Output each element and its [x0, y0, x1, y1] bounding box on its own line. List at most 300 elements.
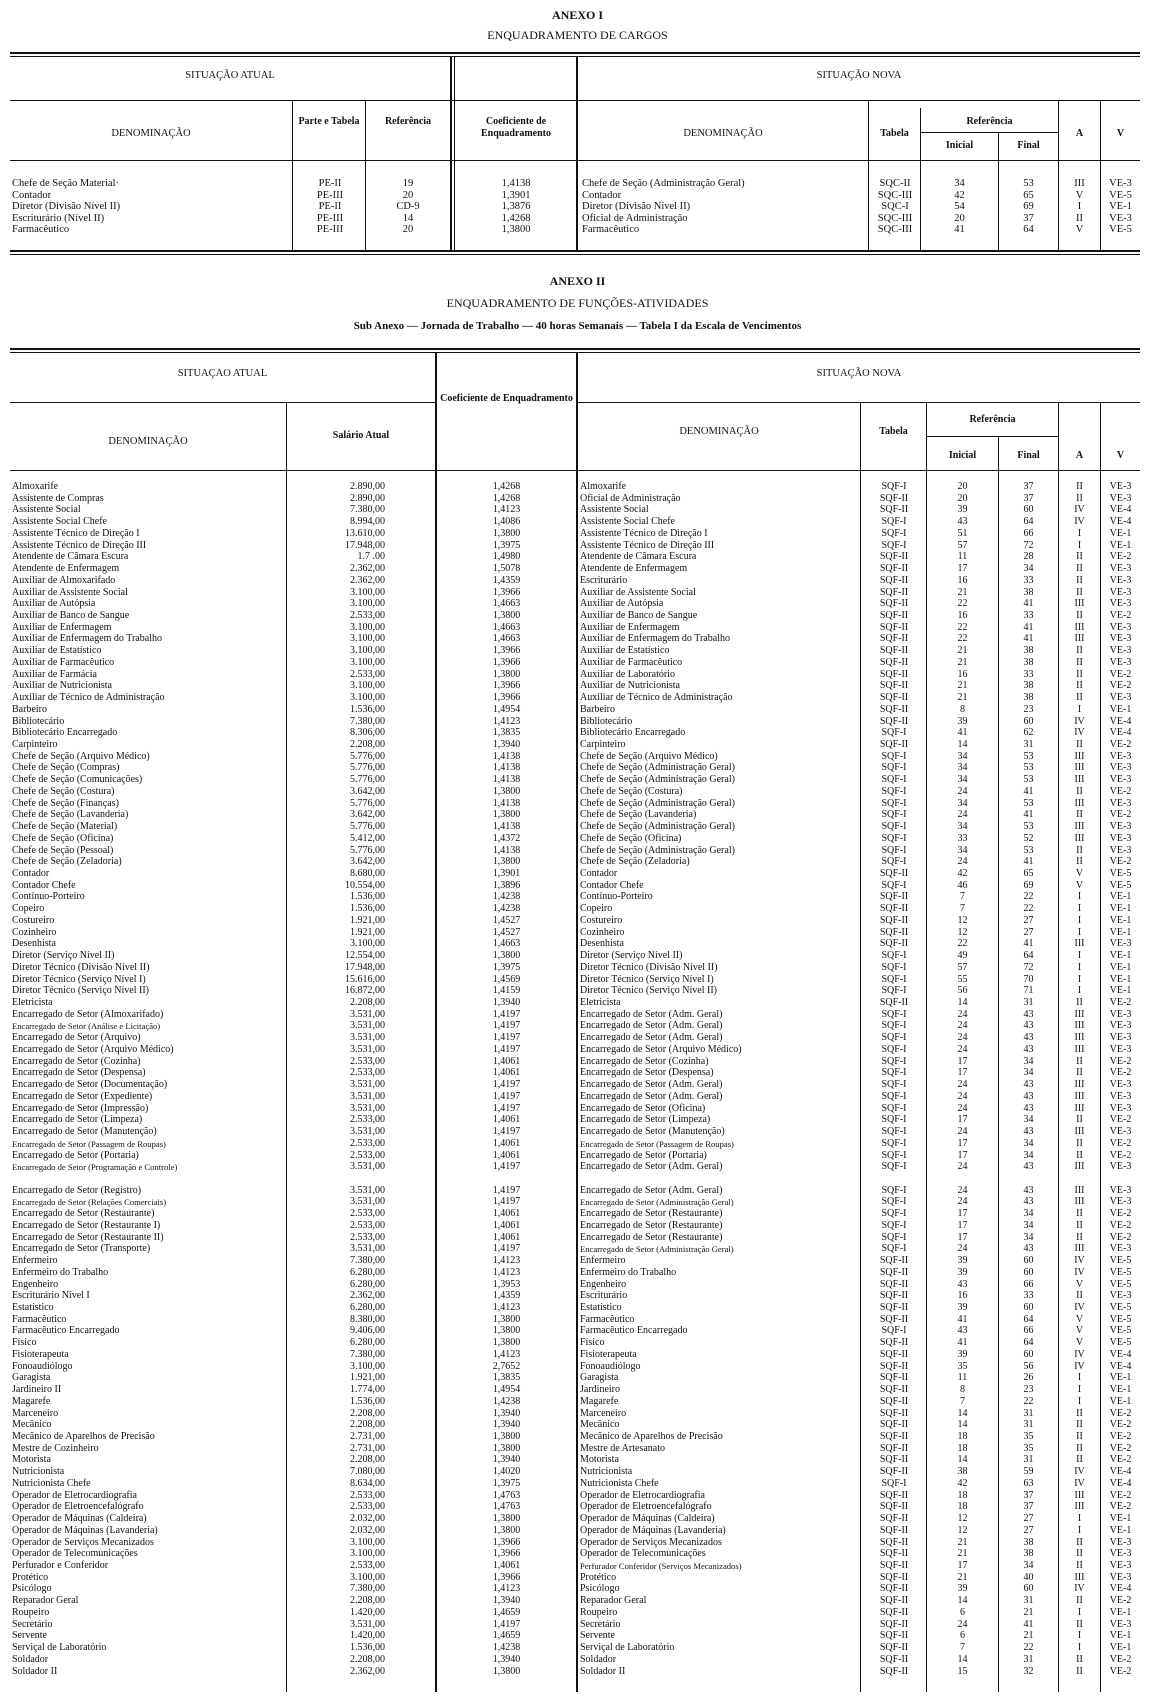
- cell-denominacao-nova: Cozinheiro: [580, 926, 625, 938]
- cell-denominacao-nova: Encarregado de Setor (Oficina): [580, 1102, 706, 1114]
- cell-a: II: [1076, 1442, 1083, 1454]
- cell-a: III: [1074, 1008, 1085, 1020]
- cell-coeficiente: 1,3966: [492, 680, 521, 692]
- cell-denominacao: Encarregado de Setor (Restaurante): [12, 1208, 155, 1220]
- cell-ref-inicial: 21: [957, 645, 968, 657]
- cell-ref-inicial: 33: [957, 832, 968, 844]
- cell-ref-inicial: 7: [960, 1642, 965, 1654]
- cell-ref-final: 34: [1023, 1149, 1034, 1161]
- cell-coeficiente: 1,4123: [492, 715, 521, 727]
- cell-ref-final: 66: [1023, 1278, 1034, 1290]
- annex1-title: ANEXO I: [551, 8, 603, 22]
- cell-salario: 3.100,00: [350, 656, 385, 668]
- cell-denominacao-nova: Auxiliar de Nutricionista: [580, 680, 680, 692]
- annex2-head-denominacao: DENOMINAÇÃO: [108, 436, 188, 447]
- cell-tabela: SQF-I: [881, 856, 907, 868]
- cell-tabela: SQF-II: [879, 551, 909, 563]
- cell-denominacao-nova: Diretor Técnico (Serviço Nível I): [580, 973, 714, 985]
- cell-ref-inicial: 8: [960, 703, 965, 715]
- cell-v: VE-3: [1109, 1161, 1132, 1173]
- cell-coeficiente: 1,4159: [492, 985, 521, 997]
- cell-salario: 2.032,00: [350, 1513, 385, 1525]
- cell-tabela: SQF-II: [879, 574, 909, 586]
- cell-ref-inicial: 18: [957, 1430, 968, 1442]
- cell-salario: 3.531,00: [350, 1618, 385, 1630]
- cell-coeficiente: 1,4663: [492, 621, 521, 633]
- cell-denominacao: Barbeiro: [12, 703, 47, 715]
- cell-v: VE-3: [1109, 563, 1132, 575]
- cell-tabela: SQC-I: [881, 201, 909, 212]
- cell-ref-final: 38: [1023, 656, 1034, 668]
- cell-tabela: SQF-II: [879, 504, 909, 516]
- cell-salario: 7.080,00: [350, 1466, 385, 1478]
- cell-coeficiente: 1,3940: [492, 1454, 521, 1466]
- cell-v: VE-2: [1109, 1231, 1132, 1243]
- cell-denominacao: Servente: [12, 1630, 47, 1642]
- cell-ref-final: 34: [1023, 1055, 1034, 1067]
- annex2-head-salario: Salário Atual: [332, 430, 390, 441]
- cell-ref-inicial: 6: [960, 1630, 965, 1642]
- cell-a: IV: [1074, 504, 1085, 516]
- cell-ref-inicial: 39: [957, 1348, 968, 1360]
- cell-denominacao: Auxiliar de Enfermagem do Trabalho: [12, 633, 162, 645]
- cell-v: VE-2: [1109, 1407, 1132, 1419]
- cell-ref-final: 31: [1023, 739, 1034, 751]
- cell-tabela: SQF-I: [881, 844, 907, 856]
- cell-a: I: [1077, 950, 1082, 962]
- cell-tabela: SQF-II: [879, 1630, 909, 1642]
- cell-ref-inicial: 17: [957, 1208, 968, 1220]
- cell-a: I: [1077, 973, 1082, 985]
- cell-v: VE-2: [1109, 668, 1132, 680]
- cell-denominacao: Encarregado de Setor (Arquivo Médico): [12, 1043, 174, 1055]
- cell-tabela: SQF-I: [881, 1043, 907, 1055]
- cell-a: V: [1075, 1325, 1084, 1337]
- cell-denominacao: Desenhista: [12, 938, 56, 950]
- cell-denominacao-nova: Chefe de Seção (Administração Geral): [580, 762, 735, 774]
- cell-referencia: CD-9: [396, 201, 420, 212]
- cell-denominacao: Encarregado de Setor (Expediente): [12, 1090, 153, 1102]
- cell-denominacao: Encarregado de Setor (Almoxarifado): [12, 1008, 164, 1020]
- cell-ref-inicial: 39: [957, 1301, 968, 1313]
- cell-tabela: SQF-II: [879, 680, 909, 692]
- cell-denominacao: Auxiliar de Técnico de Administração: [12, 692, 165, 704]
- cell-tabela: SQF-I: [881, 950, 907, 962]
- cell-salario: 8.380,00: [350, 1313, 385, 1325]
- cell-denominacao: Diretor (Serviço Nível II): [12, 950, 115, 962]
- cell-ref-final: 38: [1023, 1536, 1034, 1548]
- cell-ref-final: 62: [1023, 727, 1034, 739]
- cell-tabela: SQF-II: [879, 1255, 909, 1267]
- cell-ref-final: 41: [1023, 598, 1034, 610]
- cell-ref-inicial: 12: [957, 926, 968, 938]
- cell-ref-inicial: 14: [957, 1653, 968, 1665]
- cell-coeficiente: 1,3975: [492, 1477, 521, 1489]
- cell-coeficiente: 1,3800: [492, 785, 521, 797]
- cell-denominacao-nova: Reparador Geral: [580, 1595, 647, 1607]
- cell-denominacao: Nutricionista: [12, 1466, 65, 1478]
- cell-ref-inicial: 24: [957, 1008, 968, 1020]
- cell-coeficiente: 1,4659: [492, 1630, 521, 1642]
- cell-parte-tabela: PE-II: [318, 201, 342, 212]
- cell-ref-inicial: 17: [957, 1149, 968, 1161]
- cell-ref-inicial: 24: [957, 1161, 968, 1173]
- cell-ref-final: 33: [1023, 1290, 1034, 1302]
- cell-a: III: [1074, 1184, 1085, 1196]
- cell-ref-final: 22: [1023, 1642, 1034, 1654]
- cell-v: VE-2: [1109, 1114, 1132, 1126]
- cell-denominacao: Farmacêutico: [12, 1313, 67, 1325]
- cell-ref-final: 31: [1023, 1595, 1034, 1607]
- cell-salario: 5.776,00: [350, 762, 385, 774]
- cell-coeficiente: 1,3800: [492, 856, 521, 868]
- cell-denominacao: Farmacêutico: [12, 224, 70, 235]
- cell-denominacao-nova: Almoxarife: [580, 481, 627, 492]
- cell-coeficiente: 1,3966: [492, 656, 521, 668]
- cell-denominacao-nova: Encarregado de Setor (Adm. Geral): [580, 1008, 723, 1020]
- cell-ref-final: 31: [1023, 1407, 1034, 1419]
- cell-denominacao: Mestre de Cozinheiro: [12, 1442, 99, 1454]
- cell-salario: 17.948,00: [345, 961, 385, 973]
- cell-coeficiente: 1,3800: [492, 1430, 521, 1442]
- cell-tabela: SQF-II: [879, 926, 909, 938]
- cell-denominacao: Copeiro: [12, 903, 45, 915]
- cell-tabela: SQF-I: [881, 1090, 907, 1102]
- cell-coeficiente: 1,4138: [492, 797, 521, 809]
- cell-a: III: [1074, 1079, 1085, 1091]
- cell-coeficiente: 1,3800: [492, 950, 521, 962]
- cell-salario: 6.280,00: [350, 1278, 385, 1290]
- cell-salario: 8.634,00: [350, 1477, 385, 1489]
- cell-denominacao: Escriturário (Nível II): [12, 212, 105, 224]
- cell-ref-inicial: 14: [957, 739, 968, 751]
- annex1-head-nova: SITUAÇÃO NOVA: [816, 70, 902, 81]
- cell-ref-inicial: 54: [954, 201, 965, 212]
- cell-ref-final: 31: [1023, 1419, 1034, 1431]
- cell-a: III: [1074, 1032, 1085, 1044]
- cell-ref-final: 38: [1023, 680, 1034, 692]
- cell-denominacao-nova: Desenhista: [580, 938, 624, 950]
- cell-salario: 1.536,00: [350, 903, 385, 915]
- cell-ref-inicial: 14: [957, 1419, 968, 1431]
- cell-tabela: SQF-I: [881, 527, 907, 539]
- cell-ref-inicial: 24: [957, 1079, 968, 1091]
- cell-tabela: SQF-I: [881, 750, 907, 762]
- cell-a: II: [1076, 1454, 1083, 1466]
- cell-tabela: SQF-I: [881, 785, 907, 797]
- cell-denominacao-nova: Chefe de Seção (Oficina): [580, 832, 682, 844]
- cell-denominacao: Operador de Eletroencefalógrafo: [12, 1501, 144, 1513]
- cell-denominacao-nova: Psicólogo: [580, 1583, 620, 1595]
- cell-ref-inicial: 34: [954, 178, 965, 189]
- cell-v: VE-1: [1109, 973, 1132, 985]
- cell-salario: 7.380,00: [350, 1255, 385, 1267]
- cell-denominacao: Diretor (Divisão Nível II): [12, 201, 121, 212]
- cell-tabela: SQF-I: [881, 832, 907, 844]
- cell-ref-final: 37: [1023, 212, 1034, 224]
- cell-ref-final: 21: [1023, 1630, 1034, 1642]
- cell-denominacao-nova: Oficial de Administração: [582, 212, 688, 224]
- cell-denominacao: Motorista: [12, 1454, 51, 1466]
- cell-coeficiente: 1,4197: [492, 1618, 521, 1630]
- cell-a: IV: [1074, 1477, 1085, 1489]
- cell-v: VE-2: [1109, 1067, 1132, 1079]
- cell-coeficiente: 1,4268: [492, 481, 521, 492]
- cell-coeficiente: 1,4197: [492, 1184, 521, 1196]
- cell-ref-inicial: 16: [957, 610, 968, 621]
- cell-denominacao-nova: Copeiro: [580, 903, 613, 915]
- cell-tabela: SQF-II: [879, 1337, 909, 1349]
- cell-tabela: SQF-I: [881, 481, 907, 492]
- cell-ref-inicial: 35: [957, 1360, 968, 1372]
- cell-denominacao: Encarregado de Setor (Passagem de Roupas): [12, 1138, 166, 1149]
- cell-denominacao: Operador de Máquinas (Caldeira): [12, 1513, 147, 1525]
- cell-coeficiente: 1,4123: [492, 1348, 521, 1360]
- cell-v: VE-3: [1109, 750, 1132, 762]
- cell-a: IV: [1074, 1301, 1085, 1313]
- cell-ref-inicial: 39: [957, 1583, 968, 1595]
- cell-salario: 3.531,00: [350, 1079, 385, 1091]
- cell-denominacao: Eletricista: [12, 997, 53, 1009]
- cell-parte-tabela: PE-III: [316, 189, 344, 201]
- cell-salario: 2.533,00: [350, 1501, 385, 1513]
- cell-denominacao: Auxiliar de Farmacêutico: [12, 656, 115, 668]
- cell-denominacao-nova: Auxiliar de Enfermagem do Trabalho: [580, 633, 730, 645]
- cell-coeficiente: 1,4197: [492, 1126, 521, 1138]
- cell-coeficiente: 1,4238: [492, 903, 521, 915]
- cell-ref-inicial: 22: [957, 633, 968, 645]
- cell-ref-inicial: 21: [957, 692, 968, 704]
- cell-ref-final: 60: [1023, 1348, 1034, 1360]
- cell-denominacao-nova: Encarregado de Setor (Restaurante): [580, 1231, 723, 1243]
- cell-tabela: SQF-II: [879, 1501, 909, 1513]
- cell-salario: 2.208,00: [350, 1419, 385, 1431]
- cell-salario: 3.531,00: [350, 1008, 385, 1020]
- annex1-subtitle: ENQUADRAMENTO DE CARGOS: [487, 28, 668, 42]
- cell-denominacao: Encarregado de Setor (Manutenção): [12, 1126, 157, 1138]
- cell-tabela: SQF-II: [879, 1606, 909, 1618]
- cell-v: VE-3: [1109, 1559, 1132, 1571]
- cell-ref-final: 35: [1023, 1430, 1034, 1442]
- cell-v: VE-3: [1109, 1102, 1132, 1114]
- cell-coeficiente: 1,4061: [492, 1137, 521, 1149]
- cell-salario: 3.100,00: [350, 633, 385, 645]
- cell-denominacao-nova: Farmacêutico: [580, 1313, 635, 1325]
- cell-coeficiente: 1,3876: [501, 201, 531, 212]
- cell-ref-final: 53: [1023, 178, 1034, 189]
- cell-tabela: SQF-II: [879, 621, 909, 633]
- cell-denominacao-nova: Operador de Máquinas (Caldeira): [580, 1513, 715, 1525]
- cell-ref-inicial: 34: [957, 821, 968, 833]
- cell-a: III: [1074, 762, 1085, 774]
- cell-tabela: SQF-II: [879, 1642, 909, 1654]
- cell-coeficiente: 1,4197: [492, 1243, 521, 1255]
- cell-a: III: [1074, 598, 1085, 610]
- cell-tabela: SQF-I: [881, 985, 907, 997]
- cell-denominacao: Engenheiro: [12, 1278, 59, 1290]
- cell-a: II: [1076, 1548, 1083, 1560]
- cell-coeficiente: 1,4138: [492, 750, 521, 762]
- cell-v: VE-3: [1109, 844, 1132, 856]
- cell-v: VE-2: [1109, 1501, 1132, 1513]
- cell-v: VE-1: [1109, 1372, 1132, 1384]
- cell-v: VE-4: [1109, 1466, 1132, 1478]
- cell-coeficiente: 2,7652: [492, 1360, 521, 1372]
- cell-ref-inicial: 34: [957, 797, 968, 809]
- cell-denominacao-nova: Escriturário: [580, 1290, 628, 1302]
- cell-denominacao-nova: Operador de Máquinas (Lavanderia): [580, 1524, 726, 1536]
- cell-a: V: [1075, 189, 1084, 201]
- cell-salario: 2.533,00: [350, 1055, 385, 1067]
- cell-ref-final: 64: [1023, 516, 1034, 528]
- cell-ref-final: 56: [1023, 1360, 1034, 1372]
- cell-v: VE-1: [1109, 527, 1132, 539]
- cell-ref-final: 38: [1023, 586, 1034, 598]
- cell-denominacao: Chefe de Seção (Zeladoria): [12, 856, 122, 868]
- cell-denominacao-nova: Oficial de Administração: [580, 492, 681, 504]
- cell-salario: 2.362,00: [350, 563, 385, 575]
- cell-denominacao: Contador Chefe: [12, 879, 76, 891]
- cell-tabela: SQF-I: [881, 539, 907, 551]
- cell-ref-inicial: 7: [960, 903, 965, 915]
- cell-salario: 2.731,00: [350, 1430, 385, 1442]
- cell-ref-inicial: 12: [957, 914, 968, 926]
- cell-a: II: [1076, 1595, 1083, 1607]
- cell-denominacao: Fisioterapeuta: [12, 1348, 69, 1360]
- cell-ref-final: 69: [1023, 201, 1034, 212]
- cell-denominacao: Assistente Técnico de Direção I: [12, 527, 140, 539]
- cell-a: II: [1076, 997, 1083, 1009]
- cell-salario: 2.208,00: [350, 739, 385, 751]
- cell-coeficiente: 1,4238: [492, 1642, 521, 1654]
- cell-denominacao: Assistente Técnico de Direção III: [12, 539, 147, 551]
- cell-salario: 3.100,00: [350, 645, 385, 657]
- cell-v: VE-3: [1109, 1243, 1132, 1255]
- cell-a: II: [1076, 1219, 1083, 1231]
- cell-denominacao-nova: Assistente Técnico de Direção III: [580, 539, 715, 551]
- cell-salario: 1.536,00: [350, 1395, 385, 1407]
- cell-denominacao-nova: Chefe de Seção (Administração Geral): [580, 821, 735, 833]
- cell-denominacao-nova: Contador Chefe: [580, 879, 644, 891]
- cell-a: II: [1076, 1419, 1083, 1431]
- cell-ref-inicial: 39: [957, 715, 968, 727]
- cell-salario: 13.610,00: [345, 527, 385, 539]
- cell-tabela: SQF-II: [879, 1348, 909, 1360]
- cell-denominacao-nova: Encarregado de Setor (Administração Geral): [580, 1244, 734, 1255]
- cell-denominacao-nova: Encarregado de Setor (Manutenção): [580, 1126, 725, 1138]
- cell-denominacao-nova: Contador: [582, 189, 622, 201]
- cell-ref-inicial: 34: [957, 762, 968, 774]
- cell-a: II: [1076, 1653, 1083, 1665]
- cell-ref-inicial: 24: [957, 1126, 968, 1138]
- cell-coeficiente: 1,3800: [492, 610, 521, 621]
- cell-a: I: [1077, 703, 1082, 715]
- cell-salario: 7.380,00: [350, 504, 385, 516]
- cell-v: VE-3: [1109, 621, 1132, 633]
- cell-coeficiente: 1,3800: [492, 1337, 521, 1349]
- cell-salario: 3.100,00: [350, 621, 385, 633]
- cell-tabela: SQF-II: [879, 1524, 909, 1536]
- cell-ref-inicial: 24: [957, 809, 968, 821]
- cell-v: VE-1: [1109, 1524, 1132, 1536]
- cell-ref-final: 43: [1023, 1090, 1034, 1102]
- cell-salario: 1.921,00: [350, 926, 385, 938]
- cell-tabela: SQF-II: [879, 586, 909, 598]
- cell-v: VE-2: [1109, 1208, 1132, 1220]
- cell-a: III: [1074, 633, 1085, 645]
- cell-coeficiente: 1,4197: [492, 1102, 521, 1114]
- cell-a: II: [1076, 1536, 1083, 1548]
- cell-v: VE-2: [1109, 1055, 1132, 1067]
- cell-a: I: [1077, 527, 1082, 539]
- cell-denominacao: Reparador Geral: [12, 1595, 79, 1607]
- cell-denominacao-nova: Encarregado de Setor (Passagem de Roupas): [580, 1138, 734, 1149]
- cell-v: VE-4: [1109, 516, 1132, 528]
- cell-v: VE-1: [1109, 1630, 1132, 1642]
- cell-v: VE-3: [1109, 1571, 1132, 1583]
- cell-ref-inicial: 24: [957, 1618, 968, 1630]
- cell-ref-inicial: 57: [957, 539, 968, 551]
- cell-a: II: [1076, 212, 1083, 224]
- cell-denominacao: Soldador II: [12, 1665, 58, 1677]
- cell-ref-final: 41: [1023, 856, 1034, 868]
- cell-salario: 7.380,00: [350, 1348, 385, 1360]
- cell-salario: 3.531,00: [350, 1243, 385, 1255]
- cell-coeficiente: 1,3940: [492, 1653, 521, 1665]
- cell-tabela: SQF-II: [879, 703, 909, 715]
- cell-ref-final: 71: [1023, 985, 1034, 997]
- cell-denominacao: Auxiliar de Banco de Sangue: [12, 610, 130, 621]
- cell-denominacao-nova: Encarregado de Setor (Restaurante): [580, 1208, 723, 1220]
- cell-denominacao-nova: Nutricionista: [580, 1466, 633, 1478]
- cell-denominacao-nova: Auxiliar de Autópsia: [580, 598, 664, 610]
- cell-tabela: SQF-I: [881, 1243, 907, 1255]
- cell-salario: 1.536,00: [350, 703, 385, 715]
- cell-tabela: SQF-II: [879, 938, 909, 950]
- cell-v: VE-1: [1109, 891, 1132, 903]
- cell-v: VE-3: [1109, 574, 1132, 586]
- cell-ref-final: 43: [1023, 1161, 1034, 1173]
- cell-ref-inicial: 15: [957, 1665, 968, 1677]
- cell-a: IV: [1074, 1466, 1085, 1478]
- cell-tabela: SQF-I: [881, 1161, 907, 1173]
- cell-ref-inicial: 21: [957, 680, 968, 692]
- cell-a: II: [1076, 492, 1083, 504]
- cell-ref-final: 38: [1023, 692, 1034, 704]
- cell-v: VE-3: [1109, 1020, 1132, 1032]
- cell-coeficiente: 1,3800: [492, 1442, 521, 1454]
- cell-denominacao-nova: Encarregado de Setor (Adm. Geral): [580, 1161, 723, 1173]
- cell-coeficiente: 1,3966: [492, 1571, 521, 1583]
- annex1-head-denominacao: DENOMINAÇÃO: [111, 128, 191, 139]
- cell-ref-inicial: 41: [957, 727, 968, 739]
- cell-ref-inicial: 39: [957, 504, 968, 516]
- cell-tabela: SQF-II: [879, 1513, 909, 1525]
- cell-ref-final: 27: [1023, 914, 1034, 926]
- cell-denominacao: Almoxarife: [12, 481, 59, 492]
- cell-denominacao: Operador de Serviços Mecanizados: [12, 1536, 154, 1548]
- cell-denominacao-nova: Atendente de Câmara Escura: [580, 551, 697, 563]
- cell-tabela: SQF-II: [879, 656, 909, 668]
- cell-denominacao-nova: Auxiliar de Laboratório: [580, 668, 675, 680]
- cell-ref-inicial: 43: [957, 516, 968, 528]
- cell-coeficiente: 1,3800: [492, 1665, 521, 1677]
- cell-denominacao: Chefe de Seção (Finanças): [12, 797, 119, 809]
- cell-ref-inicial: 14: [957, 1595, 968, 1607]
- cell-tabela: SQF-I: [881, 1231, 907, 1243]
- cell-ref-final: 27: [1023, 1513, 1034, 1525]
- cell-parte-tabela: PE-II: [318, 178, 342, 189]
